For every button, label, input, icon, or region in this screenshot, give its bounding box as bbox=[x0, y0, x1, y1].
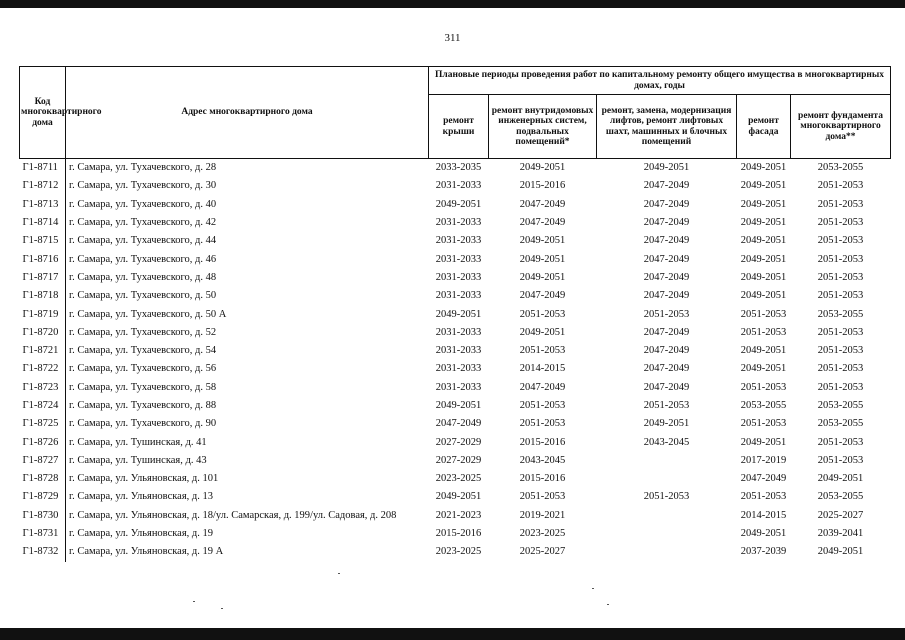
cell-roof: 2031-2033 bbox=[435, 253, 482, 265]
cell-roof: 2027-2029 bbox=[435, 454, 482, 466]
cell-roof: 2021-2023 bbox=[435, 509, 482, 521]
cell-roof: 2031-2033 bbox=[435, 235, 482, 247]
scan-speck bbox=[338, 573, 340, 574]
cell-roof: 2031-2033 bbox=[435, 290, 482, 302]
cell-foundation: 2051-2053 bbox=[817, 198, 864, 210]
cell-engineering: 2047-2049 bbox=[519, 217, 566, 229]
cell-address: г. Самара, ул. Тухачевского, д. 46 bbox=[69, 253, 217, 265]
table-row bbox=[20, 342, 891, 360]
cell-engineering: 2051-2053 bbox=[519, 345, 566, 357]
cell-code: Г1-8720 bbox=[20, 324, 66, 342]
cell-engineering: 2019-2021 bbox=[519, 509, 566, 521]
cell-engineering: 2049-2051 bbox=[519, 326, 566, 338]
cell-address: г. Самара, ул. Тухачевского, д. 56 bbox=[69, 363, 217, 375]
cell-engineering: 2015-2016 bbox=[519, 180, 566, 192]
cell-facade: 2049-2051 bbox=[740, 363, 787, 375]
cell-engineering: 2043-2045 bbox=[519, 454, 566, 466]
cell-address: г. Самара, ул. Тухачевского, д. 52 bbox=[69, 326, 217, 338]
cell-code: Г1-8729 bbox=[20, 488, 66, 506]
cell-lifts: 2047-2049 bbox=[643, 235, 690, 247]
cell-roof: 2049-2051 bbox=[435, 400, 482, 411]
cell-lifts: 2051-2053 bbox=[643, 400, 690, 411]
cell-roof: 2031-2033 bbox=[435, 345, 482, 357]
table-row bbox=[20, 196, 891, 214]
cell-roof: 2027-2029 bbox=[435, 436, 482, 448]
cell-foundation: 2053-2055 bbox=[817, 400, 864, 411]
scan-edge-bottom bbox=[0, 628, 905, 640]
cell-foundation: 2051-2053 bbox=[817, 290, 864, 302]
cell-roof: 2049-2051 bbox=[435, 308, 482, 320]
table-row bbox=[20, 232, 891, 250]
header-foundation: ремонт фундамента многоквартирного дома** bbox=[791, 95, 891, 159]
cell-foundation: 2051-2053 bbox=[817, 436, 864, 448]
cell-address: г. Самара, ул. Ульяновская, д. 19 bbox=[69, 528, 214, 540]
cell-engineering: 2015-2016 bbox=[519, 473, 566, 485]
cell-lifts: 2051-2053 bbox=[643, 308, 690, 320]
cell-foundation: 2053-2055 bbox=[817, 491, 864, 503]
cell-address: г. Самара, ул. Тухачевского, д. 50 bbox=[69, 290, 217, 302]
cell-engineering: 2023-2025 bbox=[519, 528, 566, 540]
cell-address: г. Самара, ул. Тухачевского, д. 28 bbox=[69, 162, 217, 174]
cell-foundation: 2049-2051 bbox=[817, 546, 864, 558]
cell-engineering: 2049-2051 bbox=[519, 162, 566, 174]
cell-facade: 2051-2053 bbox=[740, 308, 787, 320]
scan-speck bbox=[607, 604, 609, 605]
table-row bbox=[20, 507, 891, 525]
cell-code: Г1-8719 bbox=[20, 305, 66, 323]
cell-code: Г1-8721 bbox=[20, 342, 66, 360]
cell-facade: 2049-2051 bbox=[740, 235, 787, 247]
cell-address: г. Самара, ул. Ульяновская, д. 18/ул. Самарская, д. 199/ул. Садовая, д. 208 bbox=[69, 509, 397, 521]
cell-code: Г1-8711 bbox=[20, 159, 66, 178]
scan-speck bbox=[193, 601, 195, 602]
header-code: Код многоквартирного дома bbox=[20, 67, 66, 159]
cell-foundation: 2051-2053 bbox=[817, 363, 864, 375]
cell-foundation: 2051-2053 bbox=[817, 271, 864, 283]
cell-address: г. Самара, ул. Тухачевского, д. 42 bbox=[69, 217, 217, 229]
cell-lifts: 2051-2053 bbox=[643, 491, 690, 503]
cell-address: г. Самара, ул. Тухачевского, д. 54 bbox=[69, 345, 217, 357]
cell-address: г. Самара, ул. Ульяновская, д. 13 bbox=[69, 491, 214, 503]
table-row bbox=[20, 305, 891, 323]
cell-lifts bbox=[597, 470, 737, 488]
table-row bbox=[20, 525, 891, 543]
cell-code: Г1-8712 bbox=[20, 177, 66, 195]
cell-facade: 2049-2051 bbox=[740, 217, 787, 229]
cell-roof: 2023-2025 bbox=[435, 546, 482, 558]
cell-address: г. Самара, ул. Тухачевского, д. 88 bbox=[69, 400, 217, 411]
cell-lifts bbox=[597, 543, 737, 561]
capital-repair-table bbox=[19, 66, 891, 562]
table-row bbox=[20, 452, 891, 470]
cell-code: Г1-8727 bbox=[20, 452, 66, 470]
cell-lifts: 2049-2051 bbox=[643, 418, 690, 430]
cell-engineering: 2047-2049 bbox=[519, 198, 566, 210]
cell-address: г. Самара, ул. Тухачевского, д. 40 bbox=[69, 198, 217, 210]
cell-facade: 2014-2015 bbox=[740, 509, 787, 521]
cell-facade: 2051-2053 bbox=[740, 326, 787, 338]
cell-code: Г1-8725 bbox=[20, 415, 66, 433]
cell-foundation: 2049-2051 bbox=[817, 473, 864, 485]
cell-roof: 2023-2025 bbox=[435, 473, 482, 485]
cell-engineering: 2025-2027 bbox=[519, 546, 566, 558]
cell-lifts: 2047-2049 bbox=[643, 198, 690, 210]
cell-lifts: 2047-2049 bbox=[643, 326, 690, 338]
cell-lifts: 2043-2045 bbox=[643, 436, 690, 448]
cell-foundation: 2053-2055 bbox=[817, 162, 864, 174]
cell-roof: 2049-2051 bbox=[435, 198, 482, 210]
table-row bbox=[20, 159, 891, 178]
cell-roof: 2033-2035 bbox=[435, 162, 482, 174]
cell-engineering: 2049-2051 bbox=[519, 235, 566, 247]
cell-engineering: 2047-2049 bbox=[519, 290, 566, 302]
scan-edge-top bbox=[0, 0, 905, 8]
cell-address: г. Самара, ул. Тухачевского, д. 48 bbox=[69, 271, 217, 283]
cell-facade: 2049-2051 bbox=[740, 436, 787, 448]
table-row bbox=[20, 433, 891, 451]
table-row bbox=[20, 177, 891, 195]
cell-lifts: 2047-2049 bbox=[643, 271, 690, 283]
scan-speck bbox=[592, 588, 594, 589]
cell-facade: 2049-2051 bbox=[740, 198, 787, 210]
scan-speck bbox=[221, 608, 223, 609]
cell-lifts: 2047-2049 bbox=[643, 381, 690, 393]
cell-foundation: 2051-2053 bbox=[817, 326, 864, 338]
cell-facade: 2051-2053 bbox=[740, 418, 787, 430]
cell-address: г. Самара, ул. Тухачевского, д. 50 А bbox=[69, 308, 227, 320]
cell-engineering: 2049-2051 bbox=[519, 271, 566, 283]
cell-engineering: 2049-2051 bbox=[519, 253, 566, 265]
cell-roof: 2047-2049 bbox=[435, 418, 482, 430]
cell-engineering: 2051-2053 bbox=[519, 400, 566, 411]
table-row bbox=[20, 214, 891, 232]
cell-foundation: 2053-2055 bbox=[817, 308, 864, 320]
cell-code: Г1-8730 bbox=[20, 507, 66, 525]
cell-foundation: 2051-2053 bbox=[817, 345, 864, 357]
cell-foundation: 2053-2055 bbox=[817, 418, 864, 430]
cell-lifts bbox=[597, 507, 737, 525]
cell-code: Г1-8728 bbox=[20, 470, 66, 488]
table-row bbox=[20, 488, 891, 506]
table-row bbox=[20, 543, 891, 561]
cell-facade: 2049-2051 bbox=[740, 271, 787, 283]
cell-roof: 2031-2033 bbox=[435, 180, 482, 192]
cell-roof: 2015-2016 bbox=[435, 528, 482, 540]
cell-code: Г1-8726 bbox=[20, 433, 66, 451]
cell-facade: 2049-2051 bbox=[740, 528, 787, 540]
cell-lifts bbox=[597, 525, 737, 543]
cell-facade: 2049-2051 bbox=[740, 345, 787, 357]
cell-address: г. Самара, ул. Тушинская, д. 43 bbox=[69, 454, 207, 466]
cell-engineering: 2047-2049 bbox=[519, 381, 566, 393]
cell-code: Г1-8717 bbox=[20, 269, 66, 287]
table-row bbox=[20, 250, 891, 268]
cell-lifts bbox=[597, 452, 737, 470]
cell-facade: 2049-2051 bbox=[740, 253, 787, 265]
table-row bbox=[20, 470, 891, 488]
cell-roof: 2031-2033 bbox=[435, 217, 482, 229]
cell-facade: 2049-2051 bbox=[740, 290, 787, 302]
cell-roof: 2031-2033 bbox=[435, 326, 482, 338]
header-roof: ремонт крыши bbox=[429, 95, 489, 159]
cell-foundation: 2051-2053 bbox=[817, 235, 864, 247]
cell-lifts: 2047-2049 bbox=[643, 253, 690, 265]
cell-address: г. Самара, ул. Ульяновская, д. 19 А bbox=[69, 546, 224, 558]
table-row bbox=[20, 269, 891, 287]
table-row bbox=[20, 379, 891, 397]
table-body bbox=[20, 159, 891, 562]
cell-address: г. Самара, ул. Тухачевского, д. 44 bbox=[69, 235, 217, 247]
cell-foundation: 2051-2053 bbox=[817, 454, 864, 466]
table-row bbox=[20, 287, 891, 305]
cell-facade: 2049-2051 bbox=[740, 180, 787, 192]
cell-code: Г1-8714 bbox=[20, 214, 66, 232]
cell-engineering: 2014-2015 bbox=[519, 363, 566, 375]
cell-engineering: 2051-2053 bbox=[519, 418, 566, 430]
cell-code: Г1-8722 bbox=[20, 360, 66, 378]
cell-lifts: 2047-2049 bbox=[643, 290, 690, 302]
cell-lifts: 2047-2049 bbox=[643, 180, 690, 192]
cell-foundation: 2025-2027 bbox=[817, 509, 864, 521]
cell-address: г. Самара, ул. Тушинская, д. 41 bbox=[69, 436, 207, 448]
table-row bbox=[20, 397, 891, 415]
cell-code: Г1-8723 bbox=[20, 379, 66, 397]
table-row bbox=[20, 415, 891, 433]
cell-foundation: 2051-2053 bbox=[817, 253, 864, 265]
header-group: Плановые периоды проведения работ по капитальному ремонту общего имущества в многоквартирных домах, годы bbox=[429, 67, 891, 95]
page-number: 311 bbox=[444, 32, 461, 44]
cell-roof: 2031-2033 bbox=[435, 381, 482, 393]
cell-facade: 2051-2053 bbox=[740, 491, 787, 503]
cell-lifts: 2049-2051 bbox=[643, 162, 690, 174]
cell-address: г. Самара, ул. Тухачевского, д. 58 bbox=[69, 381, 217, 393]
cell-foundation: 2051-2053 bbox=[817, 180, 864, 192]
cell-lifts: 2047-2049 bbox=[643, 363, 690, 375]
table-row bbox=[20, 360, 891, 378]
cell-code: Г1-8732 bbox=[20, 543, 66, 561]
header-engineering: ремонт внутридомовых инженерных систем, подвальных помещений* bbox=[489, 95, 597, 159]
table-row bbox=[20, 324, 891, 342]
cell-foundation: 2039-2041 bbox=[817, 528, 864, 540]
cell-address: г. Самара, ул. Тухачевского, д. 90 bbox=[69, 418, 217, 430]
cell-facade: 2053-2055 bbox=[740, 400, 787, 411]
cell-roof: 2031-2033 bbox=[435, 271, 482, 283]
cell-foundation: 2051-2053 bbox=[817, 217, 864, 229]
cell-engineering: 2051-2053 bbox=[519, 491, 566, 503]
cell-facade: 2037-2039 bbox=[740, 546, 787, 558]
cell-foundation: 2051-2053 bbox=[817, 381, 864, 393]
cell-code: Г1-8713 bbox=[20, 196, 66, 214]
cell-facade: 2017-2019 bbox=[740, 454, 787, 466]
cell-engineering: 2051-2053 bbox=[519, 308, 566, 320]
cell-engineering: 2015-2016 bbox=[519, 436, 566, 448]
header-facade: ремонт фасада bbox=[737, 95, 791, 159]
cell-code: Г1-8724 bbox=[20, 397, 66, 415]
cell-address: г. Самара, ул. Тухачевского, д. 30 bbox=[69, 180, 217, 192]
cell-address: г. Самара, ул. Ульяновская, д. 101 bbox=[69, 473, 219, 485]
cell-roof: 2031-2033 bbox=[435, 363, 482, 375]
cell-code: Г1-8731 bbox=[20, 525, 66, 543]
cell-code: Г1-8718 bbox=[20, 287, 66, 305]
cell-roof: 2049-2051 bbox=[435, 491, 482, 503]
cell-lifts: 2047-2049 bbox=[643, 345, 690, 357]
header-address: Адрес многоквартирного дома bbox=[66, 67, 429, 159]
header-lifts: ремонт, замена, модернизация лифтов, ремонт лифтовых шахт, машинных и блочных помещений bbox=[597, 95, 737, 159]
cell-code: Г1-8716 bbox=[20, 250, 66, 268]
cell-facade: 2049-2051 bbox=[740, 162, 787, 174]
cell-facade: 2047-2049 bbox=[740, 473, 787, 485]
cell-lifts: 2047-2049 bbox=[643, 217, 690, 229]
cell-code: Г1-8715 bbox=[20, 232, 66, 250]
cell-facade: 2051-2053 bbox=[740, 381, 787, 393]
